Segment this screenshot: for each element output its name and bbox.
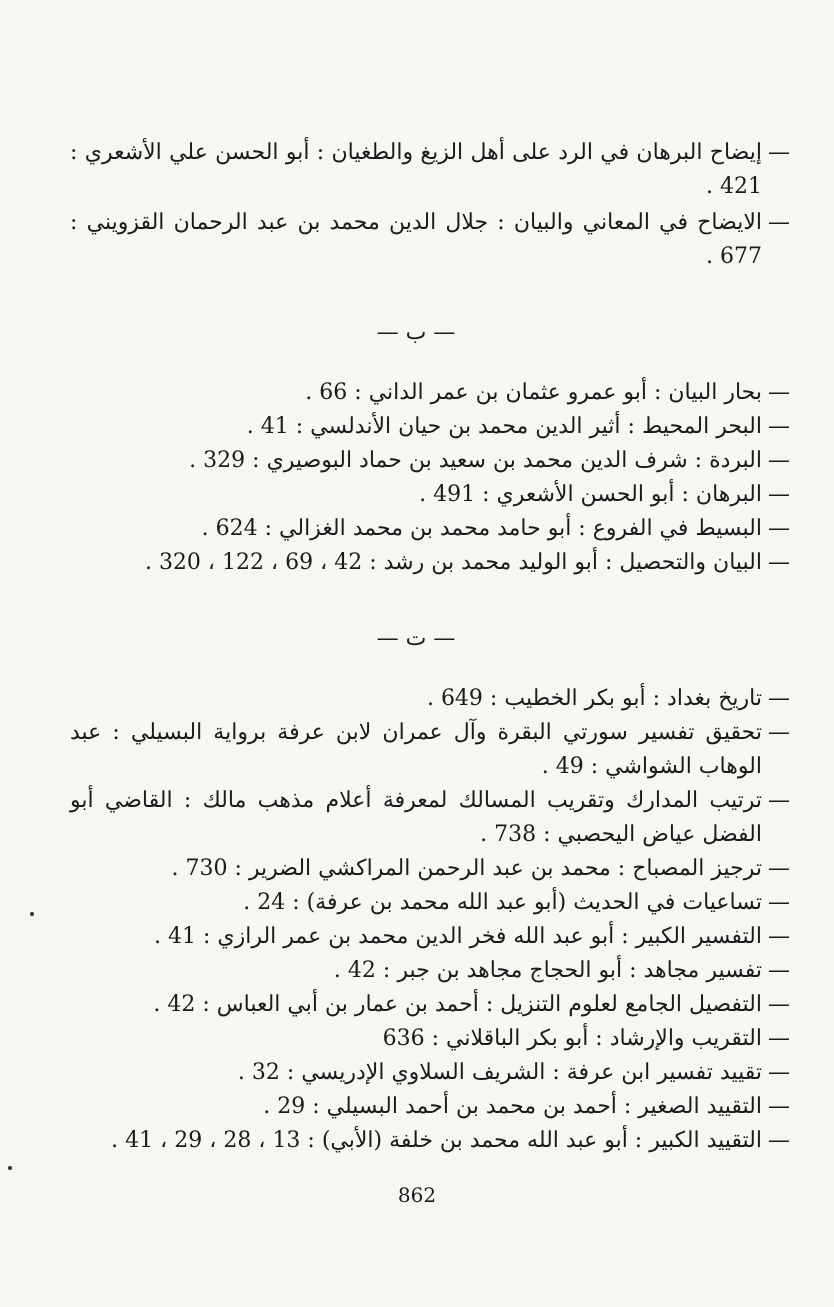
scan-speck: [8, 1166, 12, 1170]
entry-text: الايضاح في المعاني والبيان : جلال الدين محمد بن عبد الرحمان القزويني : 677 .: [70, 210, 762, 269]
index-entry: [70, 886, 790, 920]
entry-dash: —: [768, 482, 790, 507]
entry-dash: —: [768, 516, 790, 541]
entry-text: التقييد الصغير : أحمد بن محمد بن أحمد البسيلي : 29 .: [263, 1094, 762, 1119]
index-entry: [70, 136, 790, 204]
entry-dash: —: [768, 210, 790, 235]
index-entry: [70, 1056, 790, 1090]
entry-text: تساعيات في الحديث (أبو عبد الله محمد بن عرفة) : 24 .: [243, 890, 762, 915]
index-entry: [70, 1090, 790, 1124]
index-entry: [70, 1124, 790, 1158]
entry-text: البحر المحيط : أثير الدين محمد بن حيان الأندلسي : 41 .: [246, 414, 762, 439]
index-entry: [70, 478, 790, 512]
index-entry: [70, 682, 790, 716]
entry-dash: —: [768, 924, 790, 949]
entry-text: البردة : شرف الدين محمد بن سعيد بن حماد البوصيري : 329 .: [189, 448, 762, 473]
index-entry: [70, 376, 790, 410]
entry-text: تاريخ بغداد : أبو بكر الخطيب : 649 .: [426, 686, 762, 711]
entry-text: البرهان : أبو الحسن الأشعري : 491 .: [419, 482, 762, 507]
index-entry: [70, 444, 790, 478]
entry-text: ترجيز المصباح : محمد بن عبد الرحمن المراكشي الضرير : 730 .: [171, 856, 762, 881]
entry-text: التفسير الكبير : أبو عبد الله فخر الدين محمد بن عمر الرازي : 41 .: [153, 924, 762, 949]
index-entry: [70, 920, 790, 954]
entry-dash: —: [768, 992, 790, 1017]
index-entry: [70, 954, 790, 988]
entry-dash: —: [768, 958, 790, 983]
scan-speck: [30, 912, 34, 916]
index-entry: [70, 410, 790, 444]
entry-text: ترتيب المدارك وتقريب المسالك لمعرفة أعلام مذهب مالك : القاضي أبو الفضل عياض اليحصبي : 738 .: [70, 788, 762, 847]
entry-dash: —: [768, 448, 790, 473]
section-alif-continued: [70, 136, 790, 274]
entry-dash: —: [768, 1128, 790, 1153]
entry-dash: —: [768, 380, 790, 405]
entry-text: إيضاح البرهان في الرد على أهل الزيغ والطغيان : أبو الحسن علي الأشعري : 421 .: [70, 140, 762, 199]
entry-text: تحقيق تفسير سورتي البقرة وآل عمران لابن عرفة برواية البسيلي : عبد الوهاب الشواشي : 49 .: [70, 720, 762, 779]
index-entry: [70, 716, 790, 784]
entry-dash: —: [768, 1026, 790, 1051]
index-entry: [70, 512, 790, 546]
index-entry: [70, 206, 790, 274]
index-entry: [70, 852, 790, 886]
entry-dash: —: [768, 550, 790, 575]
entry-text: التقريب والإرشاد : أبو بكر الباقلاني : 636: [382, 1026, 762, 1051]
section-heading-ta: — ت —: [376, 626, 456, 651]
entry-dash: —: [768, 1060, 790, 1085]
entry-text: البسيط في الفروع : أبو حامد محمد بن محمد الغزالي : 624 .: [201, 516, 762, 541]
section-ba: [70, 376, 790, 580]
entry-dash: —: [768, 856, 790, 881]
entry-dash: —: [768, 686, 790, 711]
entry-text: تفسير مجاهد : أبو الحجاج مجاهد بن جبر : 42 .: [333, 958, 762, 983]
index-entry: [70, 546, 790, 580]
section-heading-ba: — ب —: [376, 320, 456, 345]
index-entry: [70, 784, 790, 852]
entry-dash: —: [768, 140, 790, 165]
entry-dash: —: [768, 788, 790, 813]
index-content: [70, 136, 790, 1158]
entry-dash: —: [768, 720, 790, 745]
section-ta: [70, 682, 790, 1158]
entry-dash: —: [768, 890, 790, 915]
entry-dash: —: [768, 1094, 790, 1119]
entry-dash: —: [768, 414, 790, 439]
entry-text: بحار البيان : أبو عمرو عثمان بن عمر الداني : 66 .: [305, 380, 762, 405]
entry-text: البيان والتحصيل : أبو الوليد محمد بن رشد : 42 ، 69 ، 122 ، 320 .: [144, 550, 762, 575]
entry-text: التفصيل الجامع لعلوم التنزيل : أحمد بن عمار بن أبي العباس : 42 .: [153, 992, 762, 1017]
index-entry: [70, 988, 790, 1022]
page-number: 862: [397, 1183, 437, 1207]
entry-text: تقييد تفسير ابن عرفة : الشريف السلاوي الإدريسي : 32 .: [237, 1060, 762, 1085]
index-entry: [70, 1022, 790, 1056]
entry-text: التقييد الكبير : أبو عبد الله محمد بن خلفة (الأبي) : 13 ، 28 ، 29 ، 41 .: [111, 1128, 762, 1153]
